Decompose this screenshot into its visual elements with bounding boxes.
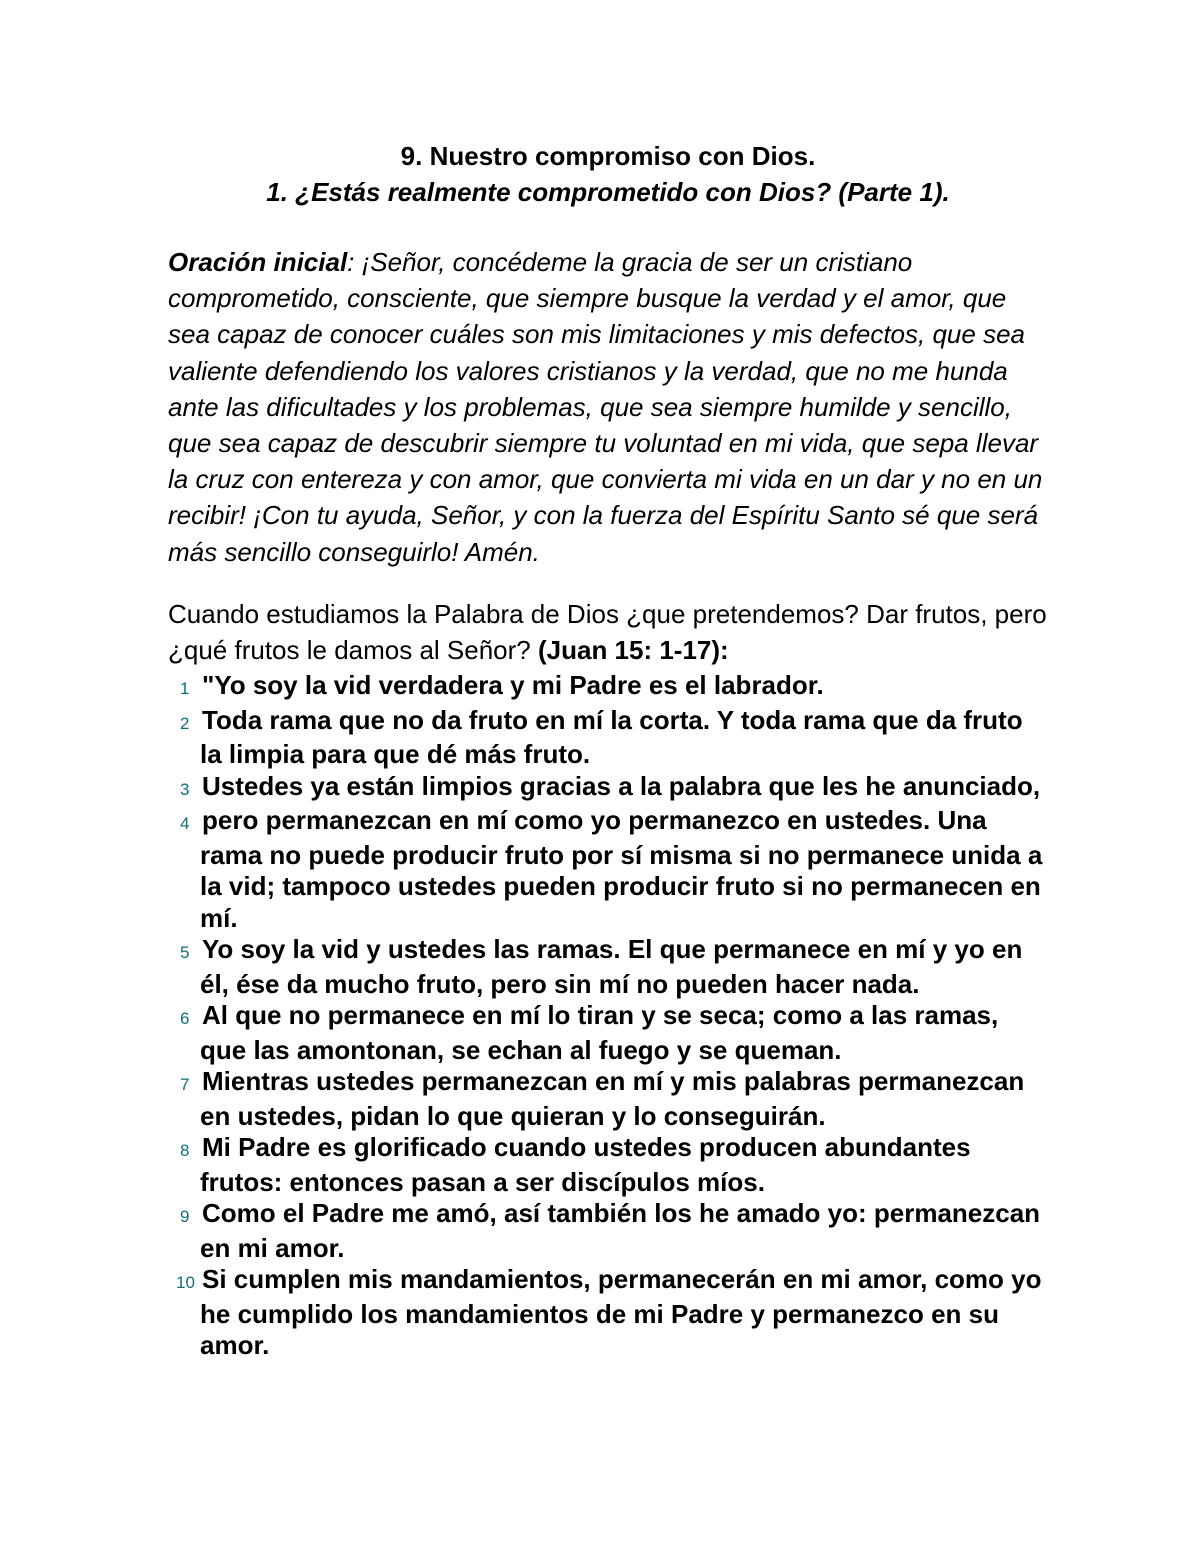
verse-number: 6 (180, 1009, 190, 1029)
verse-number: 4 (180, 814, 190, 834)
document-page (168, 138, 1048, 1362)
verse-number: 8 (180, 1141, 190, 1161)
verse-4 (168, 805, 1048, 934)
prayer-text: : ¡Señor, concédeme la gracia de ser un cristiano comprometido, consciente, que siempre busque la verdad y el amor, que sea capaz de conocer cuáles son mis limitaciones y mis defectos, que sea valiente defendiendo los valores cristianos y la verdad, que no me hunda ante las dificultades y los problemas, que sea siempre humilde y sencillo, que sea capaz de descubrir siempre tu voluntad en mi vida, que sepa llevar la cruz con entereza y con amor, que convierta mi vida en un dar y no en un recibir! ¡Con tu ayuda, Señor, y con la fuerza del Espíritu Santo sé que será más sencillo conseguirlo! Amén. (168, 247, 1043, 567)
verse-text: Toda rama que no da fruto en mí la corta. Y toda rama que da fruto la limpia para que dé más fruto. (200, 704, 1023, 770)
intro-text: Cuando estudiamos la Palabra de Dios ¿que pretendemos? Dar frutos, pero ¿qué frutos le damos al Señor? (168, 598, 1047, 666)
verse-number: 2 (180, 713, 190, 733)
verse-text: "Yo soy la vid verdadera y mi Padre es el labrador. (202, 670, 824, 701)
verse-text: Mi Padre es glorificado cuando ustedes producen abundantes frutos: entonces pasan a ser discípulos míos. (200, 1132, 971, 1197)
verse-7 (168, 1066, 1048, 1132)
verse-text: Al que no permanece en mí lo tiran y se seca; como a las ramas, que las amontonan, se echan al fuego y se queman. (200, 1000, 999, 1065)
verse-text: Si cumplen mis mandamientos, permanecerán en mi amor, como yo he cumplido los mandamientos de mi Padre y permanezco en su amor. (200, 1264, 1042, 1361)
verse-number: 10 (176, 1273, 195, 1293)
page-subtitle: 1. ¿Estás realmente comprometido con Dios? (Parte 1). (266, 177, 950, 207)
verse-text: Como el Padre me amó, así también los he amado yo: permanezcan en mi amor. (200, 1198, 1041, 1263)
verse-number: 9 (180, 1207, 190, 1227)
verse-6 (168, 1000, 1048, 1066)
verse-1 (168, 670, 1048, 705)
verse-number: 5 (180, 943, 190, 963)
verse-text: Mientras ustedes permanezcan en mí y mis palabras permanezcan en ustedes, pidan lo que quieran y lo conseguirán. (200, 1066, 1025, 1131)
opening-prayer (168, 244, 1048, 570)
verse-list (168, 670, 1048, 1362)
verse-9 (168, 1198, 1048, 1264)
verse-text: Yo soy la vid y ustedes las ramas. El que permanece en mí y yo en él, ése da mucho fruto, pero sin mí no pueden hacer nada. (200, 934, 1023, 999)
verse-number: 7 (180, 1075, 190, 1095)
scripture-reference: (Juan 15: 1-17): (537, 635, 729, 666)
verse-number: 3 (180, 779, 190, 799)
verse-3 (168, 771, 1048, 806)
verse-text: pero permanezcan en mí como yo permanezco en ustedes. Una rama no puede producir fruto por sí misma si no permanece unida a la vid; tampoco ustedes pueden producir fruto si no permanecen en mí. (200, 805, 1043, 933)
verse-5 (168, 934, 1048, 1000)
verse-number: 1 (180, 679, 190, 699)
prayer-label: Oración inicial (168, 247, 348, 277)
verse-10 (168, 1264, 1048, 1362)
page-title: 9. Nuestro compromiso con Dios. (400, 141, 816, 171)
intro-paragraph (168, 596, 1048, 668)
verse-2 (168, 705, 1048, 771)
verse-text: Ustedes ya están limpios gracias a la palabra que les he anunciado, (202, 770, 1041, 801)
verse-8 (168, 1132, 1048, 1198)
